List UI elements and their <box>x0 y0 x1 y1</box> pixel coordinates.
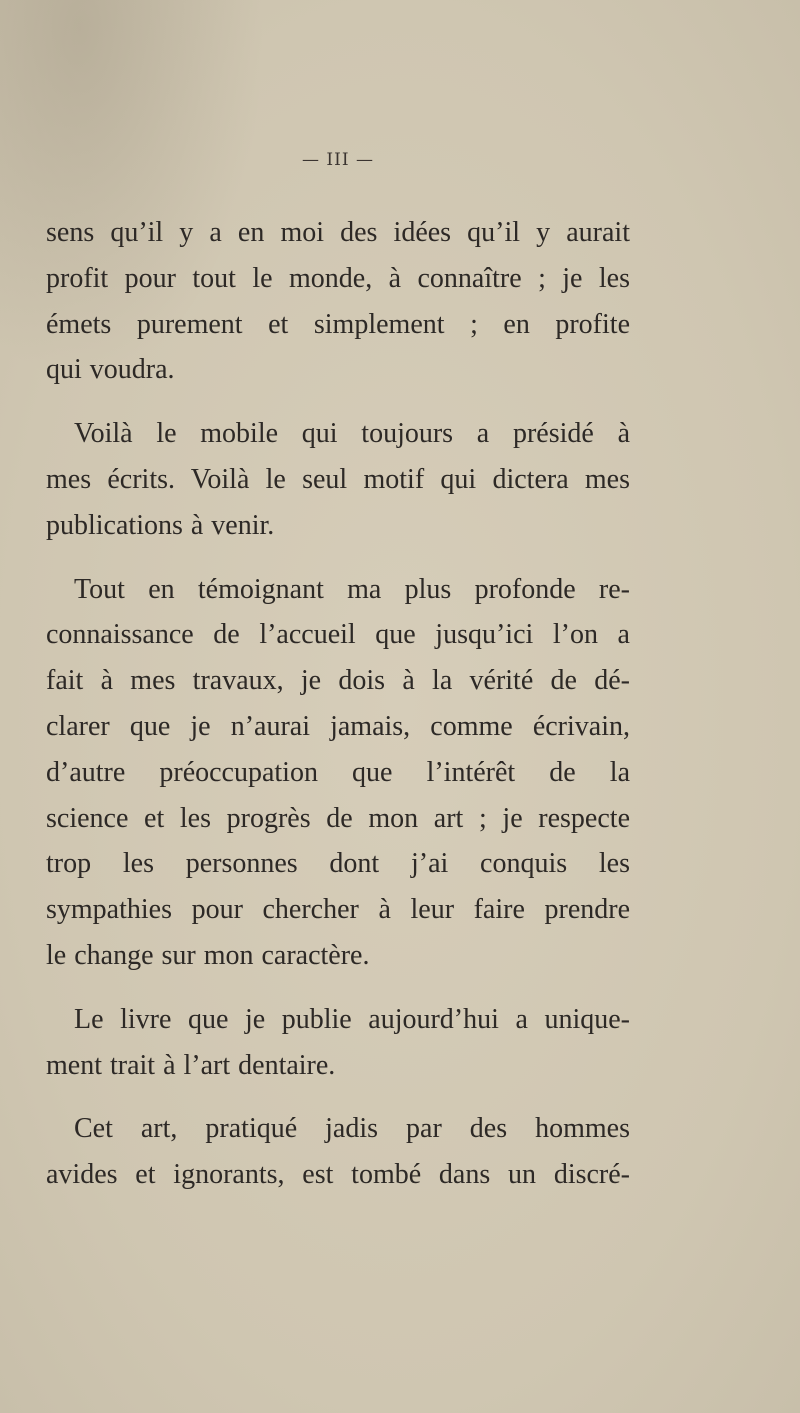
text-line: sens qu’il y a en moi des idées qu’il y aurait <box>46 217 630 248</box>
paragraph <box>46 411 630 548</box>
text-line: profit pour tout le monde, à connaître ; je les <box>46 262 630 294</box>
text-line: Cet art, pratiqué jadis par des hommes <box>74 1113 630 1145</box>
page-number: — III — <box>302 150 374 170</box>
text-line: Tout en témoignant ma plus profonde re- <box>74 573 630 605</box>
body-text <box>46 210 630 1198</box>
text-line: Le livre que je publie aujourd’hui a unique- <box>74 1003 630 1035</box>
text-line: publications à venir. <box>46 509 275 541</box>
text-line: mes écrits. Voilà le seul motif qui dictera mes <box>46 463 630 495</box>
paragraph <box>46 567 630 979</box>
paragraph-gap <box>46 979 630 997</box>
text-line: avides et ignorants, est tombé dans un discré- <box>46 1159 630 1191</box>
text-line: fait à mes travaux, je dois à la vérité de dé- <box>46 665 630 697</box>
text-line: émets purement et simplement ; en profite <box>46 308 630 340</box>
text-line: science et les progrès de mon art ; je respecte <box>46 802 630 834</box>
paragraph <box>46 1106 630 1198</box>
text-line: connaissance de l’accueil que jusqu’ici l’on a <box>46 619 630 651</box>
text-line: trop les personnes dont j’ai conquis les <box>46 848 630 880</box>
text-line: ment trait à l’art dentaire. <box>46 1049 336 1081</box>
text-line: d’autre préoccupation que l’intérêt de la <box>46 756 630 788</box>
paragraph-gap <box>46 393 630 411</box>
text-line: sympathies pour chercher à leur faire prendre <box>46 894 630 926</box>
text-line: le change sur mon caractère. <box>46 939 370 971</box>
text-line: Voilà le mobile qui toujours a présidé à <box>74 418 630 450</box>
text-line: qui voudra. <box>46 354 175 386</box>
paragraph-gap <box>46 1088 630 1106</box>
paragraph <box>46 997 630 1089</box>
paragraph-gap <box>46 549 630 567</box>
text-line: clarer que je n’aurai jamais, comme écrivain, <box>46 710 630 742</box>
paragraph <box>46 210 630 393</box>
